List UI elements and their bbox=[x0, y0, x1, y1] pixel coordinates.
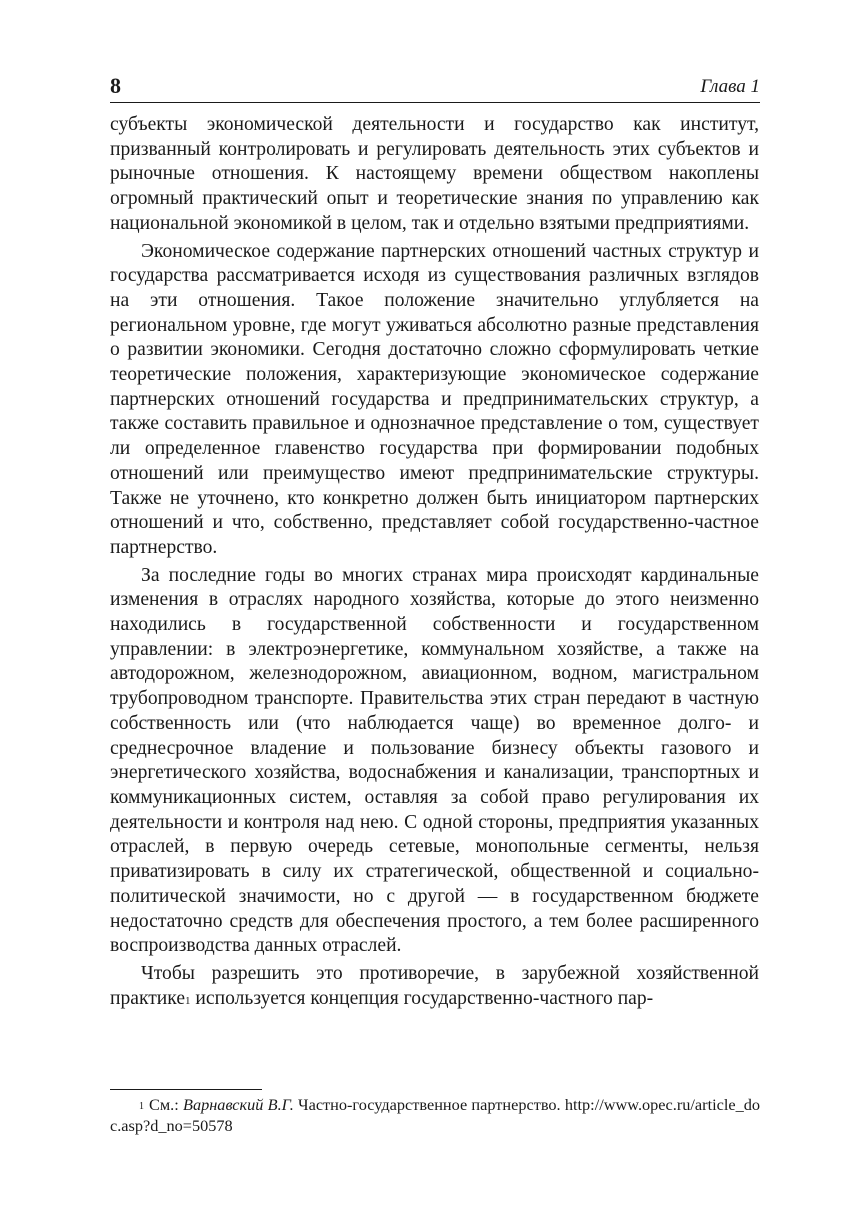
footnote bbox=[110, 1094, 760, 1136]
page-number: 8 bbox=[110, 73, 121, 98]
chapter-label: Глава 1 bbox=[700, 76, 760, 97]
paragraph-4-end: используется концепция государственно-частного пар- bbox=[190, 987, 654, 1009]
footnote-prefix: См.: bbox=[149, 1095, 183, 1114]
body-text bbox=[110, 113, 759, 1011]
paragraph-4 bbox=[110, 962, 759, 1011]
footnote-reference[interactable]: 1 bbox=[185, 994, 191, 1007]
paragraph-3: За последние годы во многих странах мира происходят кардинальные изменения в отраслях народного хозяйства, которые до этого неизменно находились в государственной собственности и государственном управлении: в электроэнергетике, коммунальном хозяйстве, а также на автодорожном, железнодорожном, авиационном, водном, магистральном трубопроводном транспорте. Правительства этих стран передают в частную собственность или (что наблюдается чаще) во временное долго- и среднесрочное владение и пользование бизнесу объекты газового и энергетического хозяйства, водоснабжения и канализации, транспортных и коммуникационных систем, оставляя за собой право регулирования их деятельности и контроля над нею. С одной стороны, предприятия указанных отраслей, в первую очередь сетевые, монопольные сегменты, нельзя приватизировать в силу их стратегической, общественной и социально-политической значимости, но с другой — в государственном бюджете недостаточно средств для обеспечения простого, а тем более расширенного воспроизводства данных отраслей. bbox=[110, 564, 759, 957]
footnote-author: Варнавский В.Г. bbox=[183, 1095, 294, 1114]
running-head bbox=[110, 70, 760, 103]
footnote-url[interactable]: http://www.opec.ru/article_doc.asp?d_no=50578 bbox=[110, 1095, 761, 1135]
paragraph-2: Экономическое содержание партнерских отношений частных структур и государства рассматривается исходя из существования различных взглядов на эти отношения. Такое положение значительно углубляется на региональном уровне, где могут уживаться абсолютно разные представления о развитии экономики. Сегодня достаточно сложно сформулировать четкие теоретические положения, характеризующие экономическое содержание партнерских отношений государства и предпринимательских структур, а также составить правильное и однозначное представление о том, существует ли определенное главенство государства при формировании подобных отношений или преимущество имеют предпринимательские структуры. Также не уточнено, кто конкретно должен быть инициатором партнерских отношений и что, собственно, представляет собой государственно-частное партнерство. bbox=[110, 240, 759, 558]
footnote-number: 1 bbox=[139, 1101, 144, 1112]
footnote-title: Частно-государственное партнерство. bbox=[293, 1095, 565, 1114]
paragraph-4-start: Чтобы разрешить это противоречие, в зарубежной хозяйственной практике bbox=[110, 962, 759, 1009]
paragraph-1: субъекты экономической деятельности и государство как институт, призванный контролировать и регулировать деятельность этих субъектов и рыночные отношения. К настоящему времени обществом накоплены огромный практический опыт и теоретические знания по управлению как национальной экономикой в целом, так и отдельно взятыми предприятиями. bbox=[110, 114, 759, 234]
footnote-divider bbox=[110, 1089, 262, 1090]
